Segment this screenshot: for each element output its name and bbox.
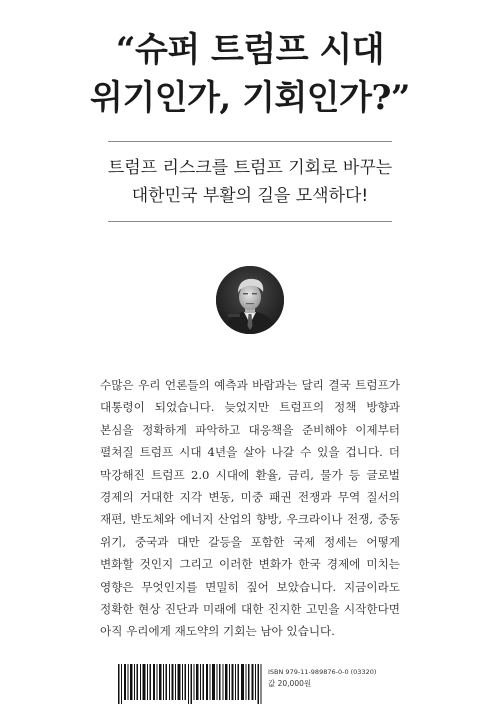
body-paragraph: 수많은 우리 언론들의 예측과 바람과는 달리 결국 트럼프가 대통령이 되었습니다. 늦었지만 트럼프의 정책 방향과 본심을 정확하게 파악하고 대응책을 준비해야 이제부터 펼쳐질 트럼프 시대 4년을 살아 나갈 수 있을 겁니다. 더 막강해진 트럼프 2.0 시대에 환율, 금리, 물가 등 글로벌 경제의 거대한 지각 변동, 미중 패권 전쟁과 무역 질서의 재편, 반도체와 에너지 산업의 향방, 우크라이나 전쟁, 중동 위기, 중국과 대만 갈등을 포함한 국제 정세는 어떻게 변화할 것인지 그리고 이러한 변화가 한국 경제에 미치는 영향은 무엇인지를 면밀히 짚어 보았습니다. 지금이라도 정확한 현상 진단과 미래에 대한 진지한 고민을 시작한다면 아직 우리에게 재도약의 기회는 남아 있습니다.: [100, 378, 400, 639]
headline-line-2: 위기인가, 기회인가?”: [90, 78, 410, 118]
headline-line-1: “슈퍼 트럼프 시대: [115, 30, 385, 70]
top-divider: [108, 141, 392, 142]
price-label: 값 20,000원: [268, 679, 312, 688]
isbn-label: ISBN 979-11-989876-0-0 (03320): [268, 668, 377, 676]
portrait-illustration-icon: [216, 266, 284, 334]
author-portrait: [216, 266, 284, 334]
bottom-divider: [108, 221, 392, 222]
subheadline-line-1: 트럼프 리스크를 트럼프 기회로 바꾸는: [107, 158, 393, 178]
barcode-icon: [118, 664, 266, 708]
subheadline-line-2: 대한민국 부활의 길을 모색하다!: [131, 186, 369, 206]
